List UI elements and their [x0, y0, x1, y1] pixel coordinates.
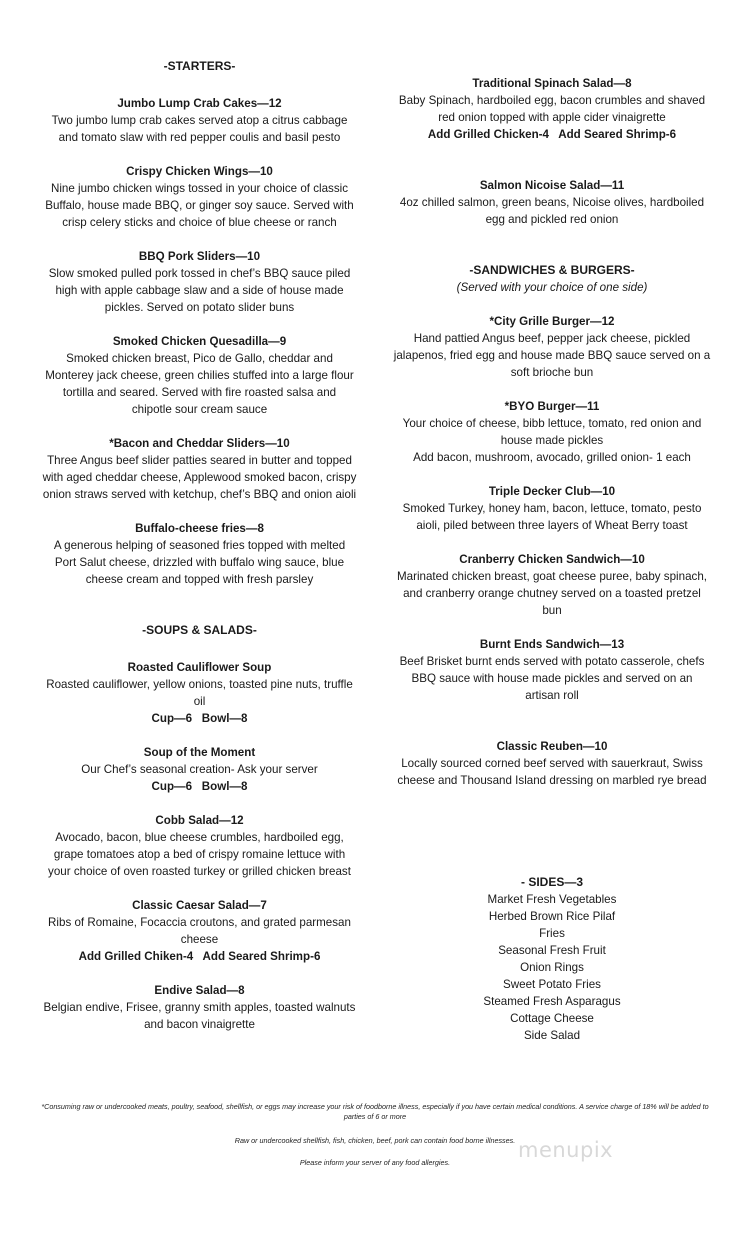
starters-title: -STARTERS-	[163, 59, 236, 73]
soups-salads-title: -SOUPS & SALADS-	[142, 623, 257, 637]
side-item: Market Fresh Vegetables	[487, 893, 617, 906]
item-name: Jumbo Lump Crab Cakes—12	[117, 97, 282, 110]
item-description: Hand pattied Angus beef, pepper jack cheese, pickled jalapenos, fried egg and house made BBQ sauce served on a soft brioche bun	[393, 332, 711, 379]
sandwiches-title: -SANDWICHES & BURGERS-	[469, 263, 635, 277]
item-name: Triple Decker Club—10	[488, 485, 616, 498]
sandwiches-subtitle: (Served with your choice of one side)	[456, 281, 648, 294]
item-add-ons: Add Grilled Chiken-4 Add Seared Shrimp-6	[78, 950, 321, 963]
item-description: Nine jumbo chicken wings tossed in your choice of classic Buffalo, house made BBQ, or ginger soy sauce. Served with crisp celery sticks and choice of blue cheese or ranch	[45, 182, 354, 229]
sides-list	[393, 891, 711, 1044]
item-description: Two jumbo lump crab cakes served atop a citrus cabbage and tomato slaw with red pepper coulis and basil pesto	[51, 114, 348, 144]
item-name: Buffalo-cheese fries—8	[135, 522, 264, 535]
item-name: BBQ Pork Sliders—10	[138, 250, 261, 263]
item-name: Classic Reuben—10	[496, 740, 608, 753]
side-item: Steamed Fresh Asparagus	[483, 995, 621, 1008]
left-column	[42, 58, 357, 1033]
menu-item	[393, 551, 711, 619]
item-description: Belgian endive, Frisee, granny smith apples, toasted walnuts and bacon vinaigrette	[43, 1001, 356, 1031]
item-description: Ribs of Romaine, Focaccia croutons, and grated parmesan cheese	[48, 916, 351, 946]
menu-item	[393, 177, 711, 228]
item-description: Marinated chicken breast, goat cheese puree, baby spinach, and cranberry orange chutney served on a toasted pretzel bun	[396, 570, 707, 617]
item-description: 4oz chilled salmon, green beans, Nicoise olives, hardboiled egg and pickled red onion	[399, 196, 705, 226]
item-description: Baby Spinach, hardboiled egg, bacon crumbles and shaved red onion topped with apple cider vinaigrette	[398, 94, 706, 124]
food-safety-disclaimer: *Consuming raw or undercooked meats, poultry, seafood, shellfish, or eggs may increase your risk of foodborne illness, especially if you have certain medical conditions. A service charge of 18% will be added to parties of 6 or more	[41, 1102, 709, 1121]
item-description: Slow smoked pulled pork tossed in chef’s BBQ sauce piled high with apple cabbage slaw and a side of house made pickles. Served on potato slider buns	[48, 267, 351, 314]
item-description: Locally sourced corned beef served with sauerkraut, Swiss cheese and Thousand Island dressing on marbled rye bread	[397, 757, 707, 787]
item-description: Smoked Turkey, honey ham, bacon, lettuce, tomato, pesto aioli, piled between three layers of Wheat Berry toast	[402, 502, 702, 532]
menu-item	[393, 636, 711, 704]
item-name: Cobb Salad—12	[155, 814, 244, 827]
side-item: Sweet Potato Fries	[503, 978, 601, 991]
menu-item	[42, 744, 357, 795]
menupix-watermark: menupix	[518, 1138, 614, 1162]
item-name: Crispy Chicken Wings—10	[126, 165, 273, 178]
allergy-note: Please inform your server of any food allergies.	[299, 1158, 451, 1167]
item-add-ons: Add Grilled Chicken-4 Add Seared Shrimp-6	[427, 128, 677, 141]
menu-item	[42, 163, 357, 231]
side-item: Fries	[539, 927, 565, 940]
item-description: Avocado, bacon, blue cheese crumbles, hardboiled egg, grape tomatoes atop a bed of crispy romaine lettuce with your choice of oven roasted turkey or grilled chicken breast	[48, 831, 351, 878]
item-name: Soup of the Moment	[143, 746, 256, 759]
item-name: Traditional Spinach Salad—8	[472, 77, 632, 90]
item-name: Burnt Ends Sandwich—13	[479, 638, 625, 651]
menu-item	[42, 520, 357, 588]
item-description: Our Chef’s seasonal creation- Ask your server	[81, 763, 318, 776]
item-name: Cranberry Chicken Sandwich—10	[459, 553, 645, 566]
menu-item	[42, 897, 357, 965]
item-name: Smoked Chicken Quesadilla—9	[112, 335, 287, 348]
menu-item	[393, 75, 711, 143]
raw-food-note: Raw or undercooked shellfish, fish, chicken, beef, pork can contain food borne illnesses.	[234, 1136, 516, 1145]
item-name: Salmon Nicoise Salad—11	[479, 179, 625, 192]
sides-title: - SIDES—3	[520, 875, 583, 889]
menu-item	[42, 95, 357, 146]
item-name: Roasted Cauliflower Soup	[127, 661, 272, 674]
menu-item	[42, 435, 357, 503]
item-name: Classic Caesar Salad—7	[132, 899, 267, 912]
item-description: Roasted cauliflower, yellow onions, toasted pine nuts, truffle oil	[46, 678, 353, 708]
side-item: Herbed Brown Rice Pilaf	[488, 910, 616, 923]
menu-item	[42, 812, 357, 880]
menu-item	[393, 398, 711, 466]
item-add-ons: Add bacon, mushroom, avocado, grilled onion- 1 each	[413, 451, 691, 464]
menu-item	[42, 333, 357, 418]
menu-item	[42, 982, 357, 1033]
menu-item	[42, 248, 357, 316]
side-item: Side Salad	[523, 1029, 581, 1042]
item-name: *Bacon and Cheddar Sliders—10	[109, 437, 290, 450]
menu-item	[393, 483, 711, 534]
menu-item	[393, 313, 711, 381]
side-item: Cottage Cheese	[510, 1012, 594, 1025]
item-name: *BYO Burger—11	[504, 400, 600, 413]
item-name: *City Grille Burger—12	[489, 315, 615, 328]
item-description: Smoked chicken breast, Pico de Gallo, cheddar and Monterey jack cheese, green chilies stuffed into a large flour tortilla and seared. Served with fire roasted salsa and chipotle sour cream sauce	[45, 352, 354, 416]
item-price-options: Cup—6 Bowl—8	[151, 712, 248, 725]
item-description: Three Angus beef slider patties seared in butter and topped with aged cheddar cheese, Applewood smoked bacon, crispy onion straws served with ketchup, chef’s BBQ and onion aioli	[42, 454, 357, 501]
side-item: Onion Rings	[520, 961, 584, 974]
item-description: A generous helping of seasoned fries topped with melted Port Salut cheese, drizzled with buffalo wing sauce, blue cheese cream and topped with fresh parsley	[53, 539, 346, 586]
item-price-options: Cup—6 Bowl—8	[151, 780, 248, 793]
side-item: Seasonal Fresh Fruit	[498, 944, 606, 957]
item-description: Your choice of cheese, bibb lettuce, tomato, red onion and house made pickles	[402, 417, 702, 447]
menu-item	[393, 738, 711, 789]
item-name: Endive Salad—8	[154, 984, 245, 997]
item-description: Beef Brisket burnt ends served with potato casserole, chefs BBQ sauce with house made pickles and served on an artisan roll	[399, 655, 705, 702]
right-column	[393, 75, 711, 1044]
menu-item	[42, 659, 357, 727]
